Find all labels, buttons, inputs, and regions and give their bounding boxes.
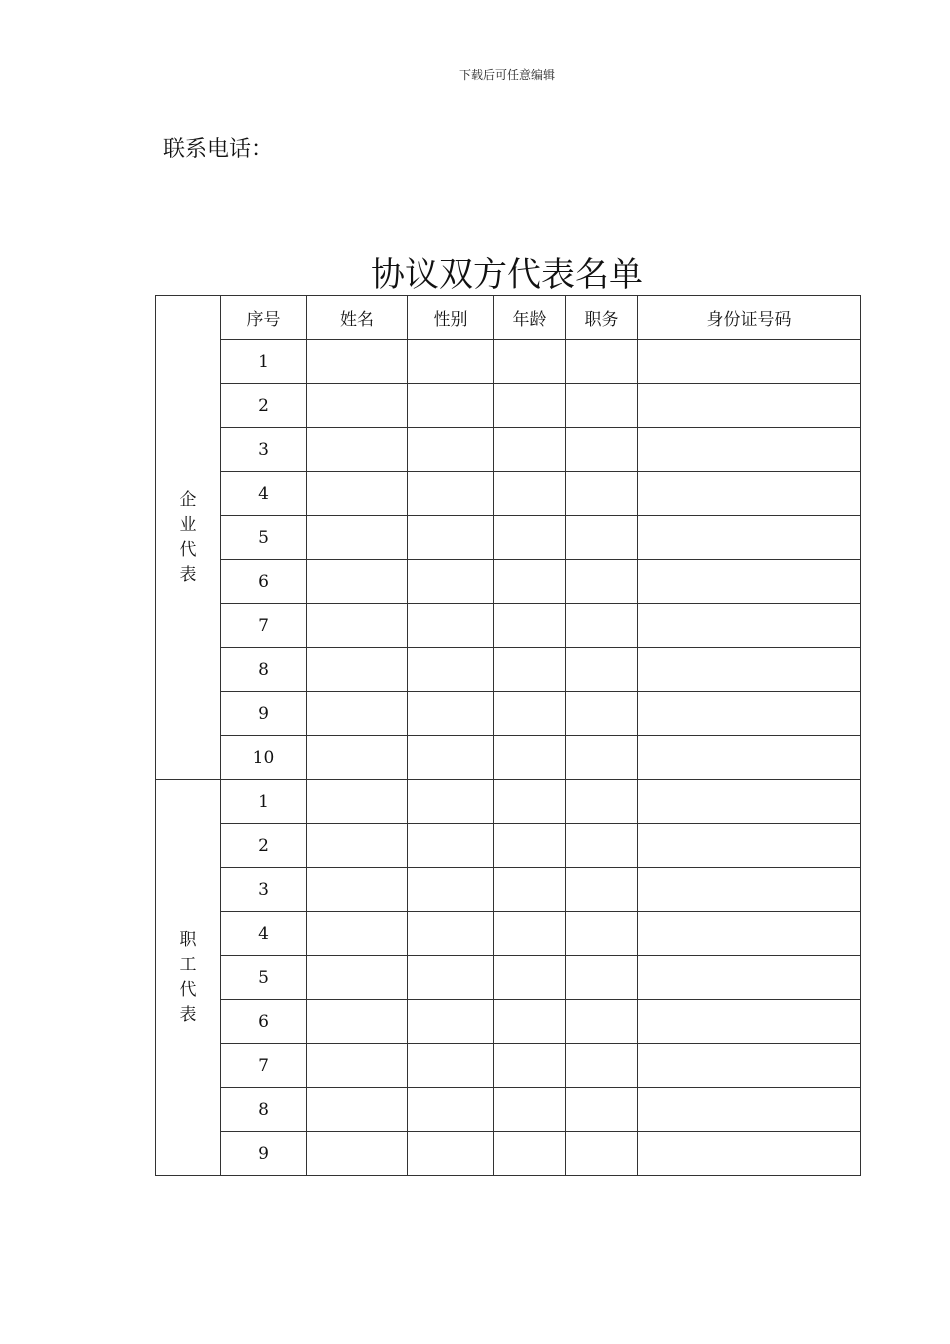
position-cell[interactable] (566, 560, 638, 604)
gender-cell[interactable] (408, 472, 494, 516)
column-header: 序号 (221, 296, 307, 340)
position-cell[interactable] (566, 1000, 638, 1044)
table-row (156, 516, 861, 560)
table-row (156, 340, 861, 384)
position-cell[interactable] (566, 692, 638, 736)
age-cell[interactable] (494, 736, 566, 780)
position-cell[interactable] (566, 604, 638, 648)
name-cell[interactable] (307, 1044, 408, 1088)
id-number-cell[interactable] (638, 692, 861, 736)
name-cell[interactable] (307, 560, 408, 604)
name-cell[interactable] (307, 736, 408, 780)
age-cell[interactable] (494, 604, 566, 648)
column-header: 职务 (566, 296, 638, 340)
row-number-cell: 5 (221, 956, 307, 1000)
row-number-cell: 9 (221, 1132, 307, 1176)
id-number-cell[interactable] (638, 604, 861, 648)
gender-cell[interactable] (408, 912, 494, 956)
document-title: 协议双方代表名单 (371, 255, 643, 295)
age-cell[interactable] (494, 516, 566, 560)
id-number-cell[interactable] (638, 1000, 861, 1044)
column-header: 姓名 (307, 296, 408, 340)
id-number-cell[interactable] (638, 648, 861, 692)
age-cell[interactable] (494, 428, 566, 472)
age-cell[interactable] (494, 692, 566, 736)
position-cell[interactable] (566, 384, 638, 428)
table-row (156, 648, 861, 692)
group-label-enterprise (156, 296, 221, 780)
row-number-cell: 8 (221, 648, 307, 692)
row-number-cell: 10 (221, 736, 307, 780)
representatives-table (155, 295, 861, 1176)
id-number-cell[interactable] (638, 428, 861, 472)
column-header: 性别 (408, 296, 494, 340)
gender-cell[interactable] (408, 428, 494, 472)
gender-cell[interactable] (408, 780, 494, 824)
row-number-cell: 7 (221, 1044, 307, 1088)
name-cell[interactable] (307, 1088, 408, 1132)
table-row (156, 956, 861, 1000)
age-cell[interactable] (494, 824, 566, 868)
name-cell[interactable] (307, 956, 408, 1000)
row-number-cell: 2 (221, 824, 307, 868)
gender-cell[interactable] (408, 340, 494, 384)
row-number-cell: 3 (221, 428, 307, 472)
position-cell[interactable] (566, 516, 638, 560)
gender-cell[interactable] (408, 1000, 494, 1044)
name-cell[interactable] (307, 428, 408, 472)
id-number-cell[interactable] (638, 956, 861, 1000)
age-cell[interactable] (494, 1088, 566, 1132)
group-label-char: 业 (179, 514, 197, 535)
row-number-cell: 9 (221, 692, 307, 736)
id-number-cell[interactable] (638, 560, 861, 604)
name-cell[interactable] (307, 384, 408, 428)
position-cell[interactable] (566, 912, 638, 956)
id-number-cell[interactable] (638, 780, 861, 824)
group-label-char: 代 (179, 539, 197, 560)
id-number-cell[interactable] (638, 912, 861, 956)
table-row (156, 736, 861, 780)
row-number-cell: 1 (221, 340, 307, 384)
row-number-cell: 1 (221, 780, 307, 824)
gender-cell[interactable] (408, 956, 494, 1000)
group-label-char: 表 (179, 564, 197, 585)
group-label-char: 代 (179, 979, 197, 1000)
position-cell[interactable] (566, 780, 638, 824)
gender-cell[interactable] (408, 604, 494, 648)
group-label-char: 工 (179, 954, 197, 975)
name-cell[interactable] (307, 516, 408, 560)
row-number-cell: 4 (221, 912, 307, 956)
id-number-cell[interactable] (638, 516, 861, 560)
name-cell[interactable] (307, 1000, 408, 1044)
name-cell[interactable] (307, 912, 408, 956)
age-cell[interactable] (494, 648, 566, 692)
table-row (156, 912, 861, 956)
table-row (156, 824, 861, 868)
group-label-char: 企 (179, 489, 197, 510)
age-cell[interactable] (494, 560, 566, 604)
row-number-cell: 4 (221, 472, 307, 516)
table-row (156, 384, 861, 428)
age-cell[interactable] (494, 472, 566, 516)
id-number-cell[interactable] (638, 1088, 861, 1132)
table-row (156, 1088, 861, 1132)
name-cell[interactable] (307, 1132, 408, 1176)
row-number-cell: 8 (221, 1088, 307, 1132)
age-cell[interactable] (494, 1044, 566, 1088)
age-cell[interactable] (494, 384, 566, 428)
age-cell[interactable] (494, 1132, 566, 1176)
group-label-employee (156, 780, 221, 1176)
id-number-cell[interactable] (638, 736, 861, 780)
column-header: 身份证号码 (638, 296, 861, 340)
table-row (156, 1000, 861, 1044)
table-row (156, 1132, 861, 1176)
name-cell[interactable] (307, 604, 408, 648)
gender-cell[interactable] (408, 868, 494, 912)
age-cell[interactable] (494, 780, 566, 824)
group-label-char: 表 (179, 1004, 197, 1025)
position-cell[interactable] (566, 472, 638, 516)
gender-cell[interactable] (408, 384, 494, 428)
age-cell[interactable] (494, 956, 566, 1000)
name-cell[interactable] (307, 868, 408, 912)
position-cell[interactable] (566, 340, 638, 384)
column-header: 年龄 (494, 296, 566, 340)
name-cell[interactable] (307, 472, 408, 516)
age-cell[interactable] (494, 1000, 566, 1044)
position-cell[interactable] (566, 824, 638, 868)
gender-cell[interactable] (408, 824, 494, 868)
gender-cell[interactable] (408, 648, 494, 692)
name-cell[interactable] (307, 692, 408, 736)
group-label-char: 职 (179, 929, 197, 950)
id-number-cell[interactable] (638, 384, 861, 428)
row-number-cell: 3 (221, 868, 307, 912)
position-cell[interactable] (566, 736, 638, 780)
age-cell[interactable] (494, 340, 566, 384)
table-row (156, 428, 861, 472)
table-row (156, 692, 861, 736)
id-number-cell[interactable] (638, 1132, 861, 1176)
id-number-cell[interactable] (638, 868, 861, 912)
name-cell[interactable] (307, 780, 408, 824)
id-number-cell[interactable] (638, 472, 861, 516)
row-number-cell: 6 (221, 560, 307, 604)
table-row (156, 868, 861, 912)
table-header-row (156, 296, 861, 340)
header-watermark: 下载后可任意编辑 (458, 68, 555, 82)
contact-phone-label: 联系电话： (163, 137, 274, 162)
row-number-cell: 5 (221, 516, 307, 560)
table-row (156, 1044, 861, 1088)
position-cell[interactable] (566, 1044, 638, 1088)
age-cell[interactable] (494, 912, 566, 956)
position-cell[interactable] (566, 1088, 638, 1132)
row-number-cell: 6 (221, 1000, 307, 1044)
name-cell[interactable] (307, 648, 408, 692)
table-row (156, 472, 861, 516)
id-number-cell[interactable] (638, 1044, 861, 1088)
position-cell[interactable] (566, 868, 638, 912)
row-number-cell: 7 (221, 604, 307, 648)
gender-cell[interactable] (408, 560, 494, 604)
table-row (156, 560, 861, 604)
table-row (156, 780, 861, 824)
gender-cell[interactable] (408, 516, 494, 560)
gender-cell[interactable] (408, 692, 494, 736)
age-cell[interactable] (494, 868, 566, 912)
position-cell[interactable] (566, 956, 638, 1000)
gender-cell[interactable] (408, 1088, 494, 1132)
gender-cell[interactable] (408, 1044, 494, 1088)
name-cell[interactable] (307, 340, 408, 384)
id-number-cell[interactable] (638, 824, 861, 868)
gender-cell[interactable] (408, 736, 494, 780)
position-cell[interactable] (566, 648, 638, 692)
position-cell[interactable] (566, 428, 638, 472)
row-number-cell: 2 (221, 384, 307, 428)
name-cell[interactable] (307, 824, 408, 868)
position-cell[interactable] (566, 1132, 638, 1176)
gender-cell[interactable] (408, 1132, 494, 1176)
table-row (156, 604, 861, 648)
id-number-cell[interactable] (638, 340, 861, 384)
